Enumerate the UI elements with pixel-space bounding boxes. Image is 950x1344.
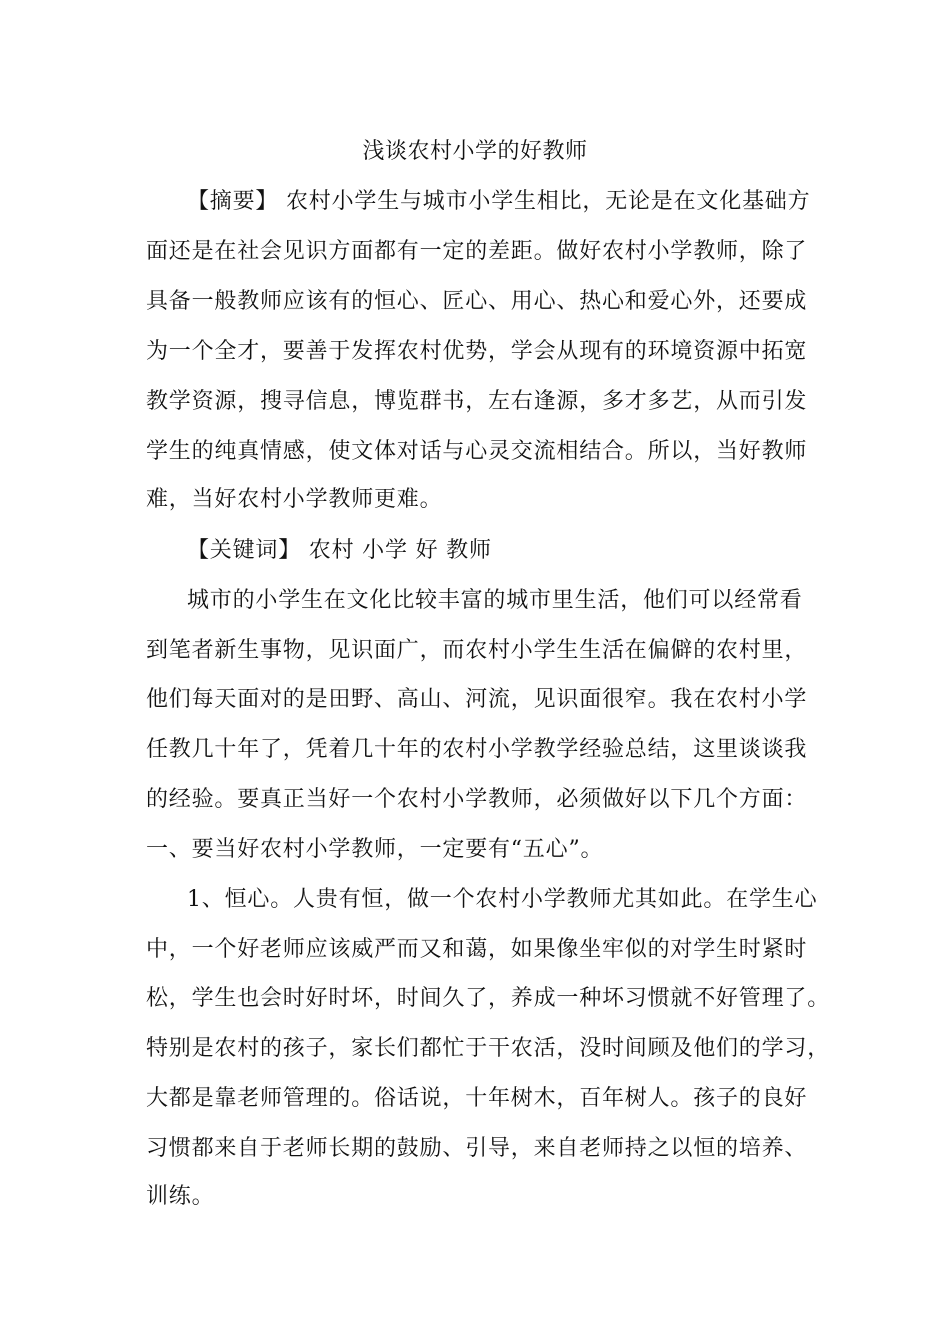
intro-line: 他们每天面对的是田野、高山、河流，见识面很窄。我在农村小学 bbox=[146, 687, 808, 712]
abstract-line: 面还是在社会见识方面都有一定的差距。做好农村小学教师，除了 bbox=[146, 239, 808, 264]
abstract-line: 【摘要】 农村小学生与城市小学生相比，无论是在文化基础方 bbox=[187, 189, 811, 214]
abstract-line: 学生的纯真情感，使文体对话与心灵交流相结合。所以，当好教师 bbox=[146, 439, 808, 464]
abstract-line: 具备一般教师应该有的恒心、匠心、用心、热心和爱心外，还要成 bbox=[146, 289, 808, 314]
item1-line: 习惯都来自于老师长期的鼓励、引导，来自老师持之以恒的培养、 bbox=[146, 1136, 808, 1161]
item1-line: 松，学生也会时好时坏，时间久了，养成一种坏习惯就不好管理了。 bbox=[146, 986, 831, 1011]
item1-line: 大都是靠老师管理的。俗话说，十年树木，百年树人。孩子的良好 bbox=[146, 1086, 808, 1111]
section-heading: 一、要当好农村小学教师，一定要有“五心”。 bbox=[146, 837, 604, 862]
item1-line: 特别是农村的孩子，家长们都忙于干农活，没时间顾及他们的学习， bbox=[146, 1036, 831, 1061]
keywords-line: 【关键词】 农村 小学 好 教师 bbox=[187, 538, 492, 563]
abstract-line: 教学资源，搜寻信息，博览群书，左右逢源，多才多艺，从而引发 bbox=[146, 389, 808, 414]
intro-line: 城市的小学生在文化比较丰富的城市里生活，他们可以经常看 bbox=[187, 588, 803, 613]
intro-line: 的经验。要真正当好一个农村小学教师，必须做好以下几个方面： bbox=[146, 787, 808, 812]
intro-line: 任教几十年了，凭着几十年的农村小学教学经验总结，这里谈谈我 bbox=[146, 737, 808, 762]
item1-line: 中，一个好老师应该威严而又和蔼，如果像坐牢似的对学生时紧时 bbox=[146, 937, 808, 962]
item1-line: 1、恒心。人贵有恒，做一个农村小学教师尤其如此。在学生心 bbox=[187, 887, 818, 912]
abstract-line: 难，当好农村小学教师更难。 bbox=[146, 487, 443, 512]
abstract-line: 为一个全才，要善于发挥农村优势，学会从现有的环境资源中拓宽 bbox=[146, 339, 808, 364]
intro-line: 到笔者新生事物，见识面广，而农村小学生生活在偏僻的农村里， bbox=[146, 638, 808, 663]
document-title: 浅谈农村小学的好教师 bbox=[362, 139, 588, 164]
item1-line: 训练。 bbox=[146, 1184, 215, 1209]
